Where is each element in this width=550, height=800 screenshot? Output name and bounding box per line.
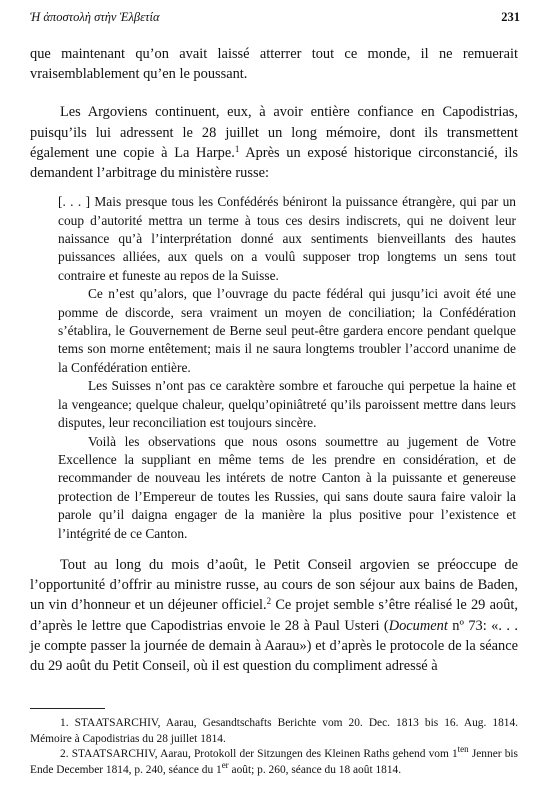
- quote-paragraph: Les Suisses n’ont pas ce caraktère sombre et farouche qui perpetue la haine et la vengeance; quelque chaleur, quelqu’opiniâtreté qu’ils paroissent mettre dans leurs disputes, leur reconciliation est toujours sincère.: [58, 378, 516, 431]
- footnote-text: août; p. 260, séance du 18 août 1814.: [228, 763, 402, 776]
- footnote-2: [30, 744, 518, 778]
- paragraph-text: Tout au long du mois d’août, le Petit Conseil argovien se préoccupe de l’opportunité d’offrir au ministre russe, au cours de son séjour aux bains de Baden, un vin d’honneur et un déjeuner officiel.: [30, 556, 518, 614]
- quote-paragraph: [. . . ] Mais presque tous les Confédérés béniront la puissance étrangère, qui par un coup d’autorité mettra un terme à tous ces desirs indiscrets, qui ne doivent leur naissance qu’à l’interprétation donné aux sentiments bienveillants des hautes puissances alliées, aux quels on a voulû supposer trop longtems un sens tout contraire et funeste au repos de la Suisse.: [58, 194, 516, 283]
- page-number: 231: [501, 10, 520, 24]
- paragraph-argoviens: [30, 102, 518, 183]
- paragraph-text: Après un exposé historique circonstancié, ils demandent l’arbitrage du ministère russe:: [30, 144, 518, 182]
- quote-paragraph: Voilà les observations que nous osons soumettre au jugement de Votre Excellence la suppliant en même tems de les prendre en considération, et de recommander de nouveau les intérets de notre Canton à la puissante et genereuse protection de l’Empereur de toutes les Russies, qui sans doute saura faire valoir la parole qu’il daigna engager de la manière la plus positive pour l’existence et l’intégrité de ce Canton.: [58, 433, 516, 541]
- paragraph-text: Ce projet semble s’être réalisé le 29 août, d’après le lettre que Capodistrias envoie le 28 à Paul Usteri (: [30, 597, 518, 634]
- footnote-rule: [30, 708, 105, 709]
- footnotes: [30, 716, 518, 778]
- paragraph-text: nº 73: «. . . je compte passer la journée de demain à Aarau») et d’après le protocole de la séance du 29 août du Petit Conseil, où il est question du compliment adressé à: [30, 617, 518, 674]
- footnote-1: 1. STAATSARCHIV, Aarau, Gesandtschafts Berichte vom 20. Dec. 1813 bis 16. Aug. 1814. Mémoire à Capodistrias du 28 juillet 1814.: [30, 717, 518, 745]
- footnote-text: 2. STAATSARCHIV, Aarau, Protokoll der Sitzungen des Kleinen Raths gehend vom 1: [60, 748, 458, 761]
- block-quote: [58, 193, 516, 543]
- main-text: [30, 44, 518, 676]
- document-label: Document: [388, 617, 448, 634]
- footnote-marker: 1: [234, 143, 240, 154]
- quote-paragraph: Ce n’est qu’alors, que l’ouvrage du pacte fédéral qui jusqu’ici avoit été une pomme de discorde, sera vraiment un moyen de conciliation; la Confédération s’établira, le Gouvernement de Berne seul peut-être gardera encore pendant quelque tems son morne entêtement; mais il ne saura longtems troubler l’accord unanime de la Confédération entière.: [58, 286, 516, 375]
- footnote-marker: 2: [266, 596, 272, 607]
- footnote-superscript: ten: [457, 744, 469, 755]
- paragraph-continuation: que maintenant qu’on avait laissé atterrer tout ce monde, il ne remuerait vraisemblablement qu’en le poussant.: [30, 46, 518, 83]
- footnote-superscript: er: [221, 759, 229, 770]
- running-head: Ἡ ἀποστολὴ στὴν Ἑλβετία: [30, 10, 160, 24]
- footnote-text: Jenner bis Ende December 1814, p. 240, séance du 1: [30, 748, 518, 776]
- page-header: [30, 10, 520, 30]
- paragraph-text: Les Argoviens continuent, eux, à avoir entière confiance en Capodistrias, puisqu’ils lui adressent le 28 juillet un long mémoire, dont ils transmettent également une copie à La Harpe.: [30, 104, 518, 161]
- paragraph-petit-conseil: [30, 555, 518, 676]
